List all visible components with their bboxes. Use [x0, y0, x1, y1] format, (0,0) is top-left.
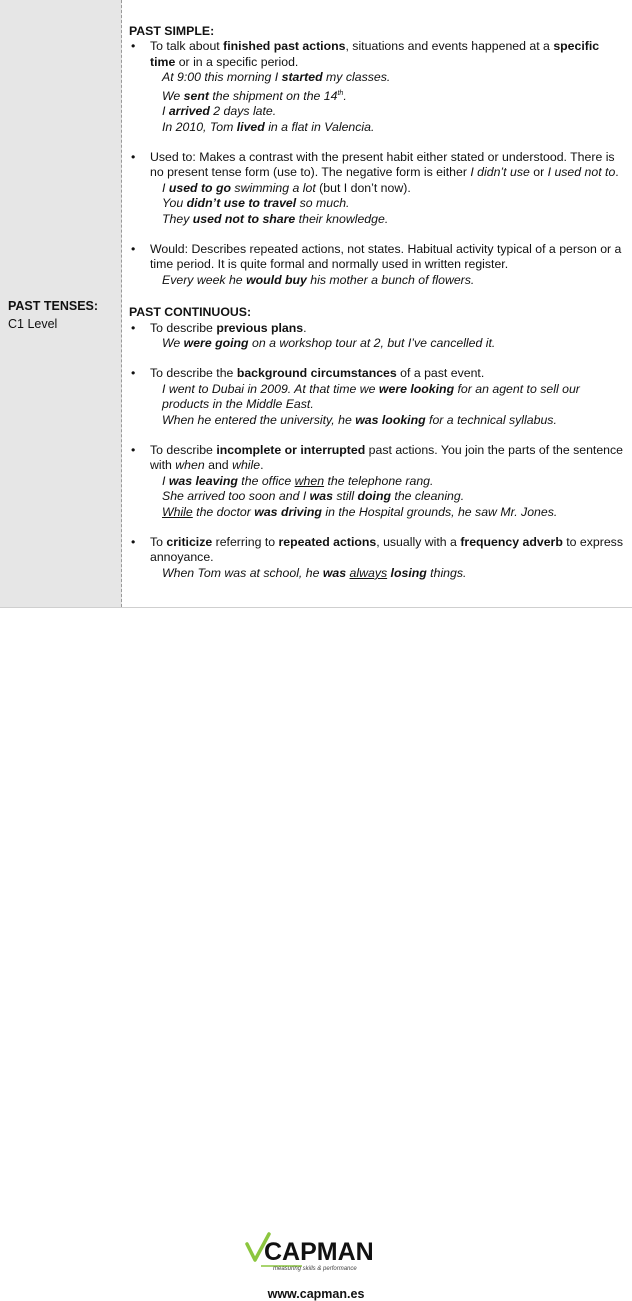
bullet-icon: • — [131, 366, 136, 381]
bullet-icon: • — [131, 443, 136, 458]
example-line: When Tom was at school, he was always losing things. — [162, 565, 467, 580]
example-line: When he entered the university, he was looking for a technical syllabus. — [162, 412, 557, 427]
example-line: I was leaving the office when the telephone rang. — [162, 473, 434, 488]
example-line: She arrived too soon and I was still doing the cleaning. — [162, 489, 465, 504]
example-line: In 2010, Tom lived in a flat in Valencia. — [162, 119, 375, 134]
example-line: Every week he would buy his mother a bunch of flowers. — [162, 272, 475, 287]
example-line: I used to go swimming a lot (but I don’t now). — [162, 180, 411, 195]
right-column — [123, 0, 632, 607]
past-continuous-bullet-plans: • To describe previous plans. — [131, 320, 307, 335]
capman-logo — [244, 1230, 390, 1276]
bullet-icon: • — [131, 320, 136, 335]
past-simple-heading: PAST SIMPLE: — [129, 24, 215, 38]
website-link[interactable]: www.capman.es — [267, 1287, 365, 1301]
example-line: I arrived 2 days late. — [162, 104, 277, 119]
example-line: You didn’t use to travel so much. — [162, 196, 350, 211]
logo-tagline: measuring skills & performance — [273, 1266, 357, 1272]
bullet-icon: • — [131, 39, 136, 54]
bullet-icon: • — [131, 535, 136, 550]
past-simple-bullet-finished: • To talk about finished past actions, situations and events happened at a specific time or in a specific period. — [131, 39, 600, 69]
level-label: C1 Level — [8, 317, 58, 331]
footer — [0, 608, 632, 1301]
example-line: At 9:00 this morning I started my classes. — [162, 70, 391, 85]
example-line: I went to Dubai in 2009. At that time we were looking for an agent to sell our products in the Middle East. — [162, 381, 580, 412]
logo-text: CAPMAN — [264, 1238, 374, 1266]
bullet-icon: • — [131, 241, 136, 256]
past-continuous-bullet-interrupted: • To describe incomplete or interrupted past actions. You join the parts of the sentence with when and while. — [131, 443, 623, 473]
past-continuous-bullet-background: • To describe the background circumstances of a past event. — [131, 366, 485, 381]
topic-title: PAST TENSES: — [8, 299, 99, 313]
topic-label — [8, 297, 98, 333]
example-line: We were going on a workshop tour at 2, but I’ve cancelled it. — [162, 336, 496, 350]
past-simple-bullet-used-to: • Used to: Makes a contrast with the present habit either stated or understood. There is no present tense form (use to). The negative form is either I didn’t use or I used not to. — [131, 149, 619, 180]
example-line: They used not to share their knowledge. — [162, 211, 389, 226]
bullet-icon: • — [131, 149, 136, 164]
past-simple-bullet-would: • Would: Describes repeated actions, not states. Habitual activity typical of a person or a time period. It is quite formal and normally used in written register. — [131, 241, 622, 272]
example-line: We sent the shipment on the 14th. — [162, 88, 347, 103]
grammar-content — [129, 24, 627, 581]
left-column — [0, 0, 122, 607]
content-table — [0, 0, 632, 608]
example-line: While the doctor was driving in the Hospital grounds, he saw Mr. Jones. — [162, 504, 558, 519]
past-continuous-heading: PAST CONTINUOUS: — [129, 305, 252, 320]
past-continuous-bullet-criticize: • To criticize referring to repeated actions, usually with a frequency adverb to express annoyance. — [131, 535, 623, 565]
